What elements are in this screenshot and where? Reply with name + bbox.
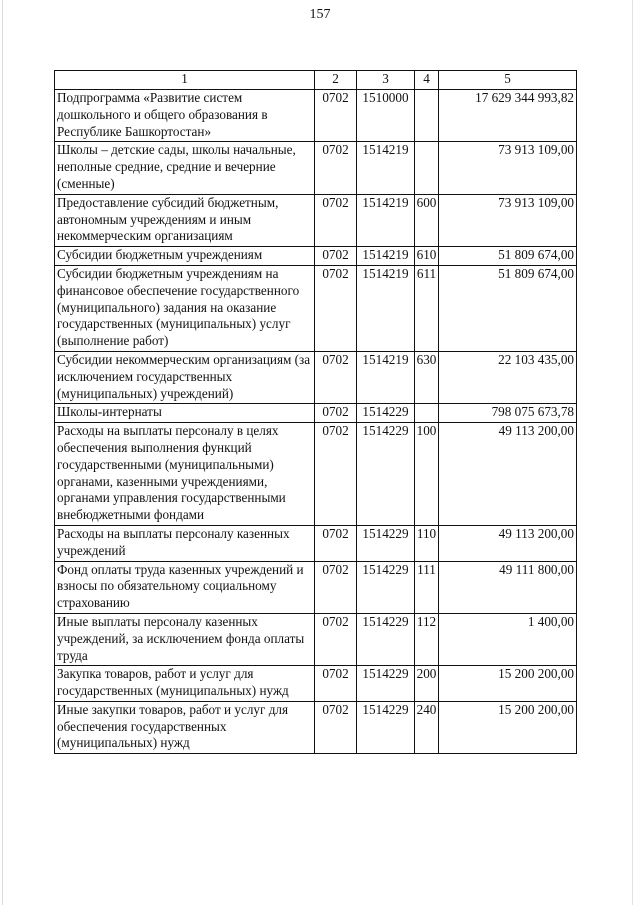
row-expense-type: 110	[415, 525, 439, 561]
row-amount: 1 400,00	[439, 613, 577, 665]
row-section: 0702	[315, 265, 357, 351]
row-expense-type	[415, 404, 439, 423]
header-col-2: 2	[315, 71, 357, 90]
budget-table	[54, 70, 577, 754]
row-expense-type: 610	[415, 247, 439, 266]
row-name: Фонд оплаты труда казенных учреждений и взносы по обязательному социальному страхованию	[55, 561, 315, 613]
scan-edge-left	[2, 0, 3, 905]
row-target-code: 1514229	[357, 701, 415, 753]
row-amount: 49 111 800,00	[439, 561, 577, 613]
row-target-code: 1514229	[357, 666, 415, 702]
table-row	[55, 247, 577, 266]
row-section: 0702	[315, 423, 357, 526]
row-name: Предоставление субсидий бюджетным, автономным учреждениям и иным некоммерческим организациям	[55, 194, 315, 246]
table-row	[55, 666, 577, 702]
row-amount: 49 113 200,00	[439, 423, 577, 526]
row-expense-type: 100	[415, 423, 439, 526]
row-amount: 17 629 344 993,82	[439, 90, 577, 142]
row-amount: 49 113 200,00	[439, 525, 577, 561]
row-amount: 73 913 109,00	[439, 142, 577, 194]
row-target-code: 1514219	[357, 265, 415, 351]
row-name: Субсидии бюджетным учреждениям	[55, 247, 315, 266]
row-amount: 73 913 109,00	[439, 194, 577, 246]
row-section: 0702	[315, 194, 357, 246]
table-row	[55, 142, 577, 194]
row-name: Школы – детские сады, школы начальные, неполные средние, средние и вечерние (сменные)	[55, 142, 315, 194]
row-target-code: 1514219	[357, 142, 415, 194]
row-expense-type	[415, 90, 439, 142]
row-expense-type: 111	[415, 561, 439, 613]
table-body	[55, 90, 577, 754]
row-target-code: 1514229	[357, 423, 415, 526]
row-target-code: 1514229	[357, 404, 415, 423]
header-col-4: 4	[415, 71, 439, 90]
table-row	[55, 525, 577, 561]
row-target-code: 1514229	[357, 561, 415, 613]
row-expense-type	[415, 142, 439, 194]
row-section: 0702	[315, 613, 357, 665]
table-row	[55, 701, 577, 753]
row-amount: 22 103 435,00	[439, 351, 577, 403]
row-name: Субсидии некоммерческим организациям (за исключением государственных (муниципальных) учреждений)	[55, 351, 315, 403]
row-target-code: 1514229	[357, 525, 415, 561]
row-name: Подпрограмма «Развитие систем дошкольного и общего образования в Республике Башкортостан»	[55, 90, 315, 142]
header-col-5: 5	[439, 71, 577, 90]
row-amount: 51 809 674,00	[439, 247, 577, 266]
row-expense-type: 630	[415, 351, 439, 403]
header-col-1: 1	[55, 71, 315, 90]
table-row	[55, 561, 577, 613]
header-col-3: 3	[357, 71, 415, 90]
scan-edge-right	[632, 0, 633, 905]
row-amount: 15 200 200,00	[439, 666, 577, 702]
row-amount: 15 200 200,00	[439, 701, 577, 753]
row-amount: 798 075 673,78	[439, 404, 577, 423]
table-header-row	[55, 71, 577, 90]
table-row	[55, 90, 577, 142]
row-expense-type: 240	[415, 701, 439, 753]
row-section: 0702	[315, 701, 357, 753]
table-row	[55, 351, 577, 403]
table-row	[55, 404, 577, 423]
row-target-code: 1514219	[357, 194, 415, 246]
table-row	[55, 613, 577, 665]
row-name: Иные выплаты персоналу казенных учреждений, за исключением фонда оплаты труда	[55, 613, 315, 665]
row-amount: 51 809 674,00	[439, 265, 577, 351]
row-target-code: 1514229	[357, 613, 415, 665]
row-section: 0702	[315, 404, 357, 423]
row-section: 0702	[315, 142, 357, 194]
row-name: Иные закупки товаров, работ и услуг для обеспечения государственных (муниципальных) нужд	[55, 701, 315, 753]
row-name: Школы-интернаты	[55, 404, 315, 423]
row-expense-type: 611	[415, 265, 439, 351]
row-section: 0702	[315, 666, 357, 702]
row-target-code: 1514219	[357, 247, 415, 266]
row-expense-type: 200	[415, 666, 439, 702]
row-target-code: 1514219	[357, 351, 415, 403]
table-row	[55, 194, 577, 246]
row-section: 0702	[315, 351, 357, 403]
row-name: Расходы на выплаты персоналу в целях обеспечения выполнения функций государственными (муниципальными) органами, казенными учреждениями, органами управления государственными внебюджетными фондами	[55, 423, 315, 526]
page-number: 157	[309, 7, 331, 22]
row-name: Субсидии бюджетным учреждениям на финансовое обеспечение государственного (муниципального) задания на оказание государственных (муниципальных) услуг (выполнение работ)	[55, 265, 315, 351]
table-row	[55, 423, 577, 526]
table-row	[55, 265, 577, 351]
row-expense-type: 112	[415, 613, 439, 665]
row-section: 0702	[315, 525, 357, 561]
row-target-code: 1510000	[357, 90, 415, 142]
row-section: 0702	[315, 90, 357, 142]
row-section: 0702	[315, 247, 357, 266]
row-name: Расходы на выплаты персоналу казенных учреждений	[55, 525, 315, 561]
row-expense-type: 600	[415, 194, 439, 246]
row-name: Закупка товаров, работ и услуг для государственных (муниципальных) нужд	[55, 666, 315, 702]
row-section: 0702	[315, 561, 357, 613]
